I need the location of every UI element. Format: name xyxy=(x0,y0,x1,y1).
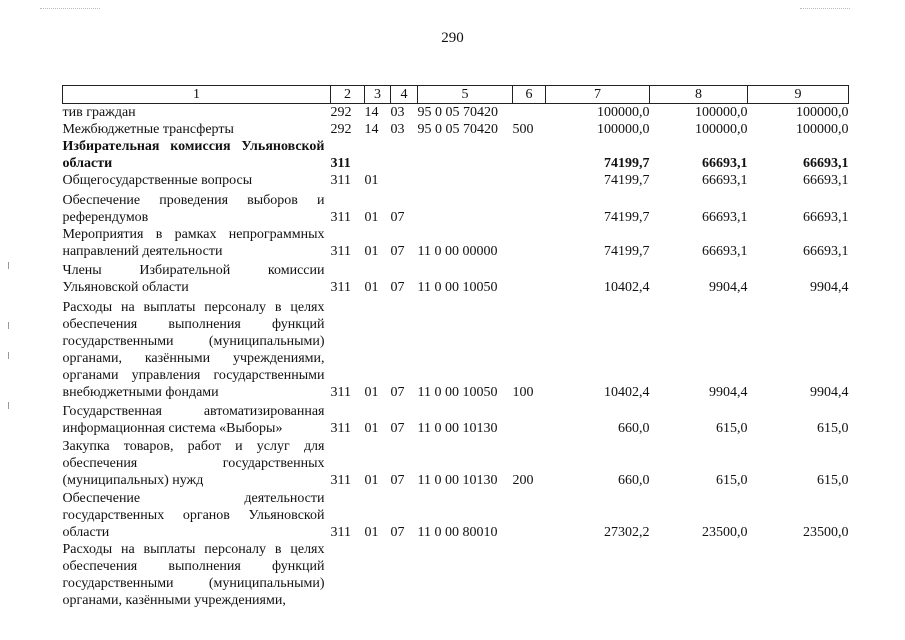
row-amount-year3: 9904,4 xyxy=(810,280,849,295)
row-section: 01 xyxy=(364,173,379,188)
row-section: 14 xyxy=(364,122,379,137)
row-subsection: 07 xyxy=(390,210,405,225)
row-name: тив граждан xyxy=(62,105,136,120)
row-amount-year2 xyxy=(650,541,748,609)
row-target-code: 11 0 00 10050 xyxy=(417,280,498,295)
row-section: 01 xyxy=(364,421,379,436)
row-name: Члены Избирательной комиссии Ульяновской области xyxy=(62,263,325,295)
row-amount-year1: 27302,2 xyxy=(604,525,650,540)
row-admin-code: 311 xyxy=(330,385,351,400)
top-edge-marks xyxy=(800,8,850,10)
row-subsection: 07 xyxy=(390,525,405,540)
row-target-code: 11 0 00 00000 xyxy=(417,244,498,259)
row-name: Мероприятия в рамках непрограммных направлений деятельности xyxy=(62,227,325,259)
table-row xyxy=(63,401,849,437)
row-subsection: 03 xyxy=(390,122,405,137)
table-row xyxy=(63,541,849,609)
row-section: 01 xyxy=(364,385,379,400)
row-amount-year1: 10402,4 xyxy=(604,385,650,400)
row-section: 01 xyxy=(364,525,379,540)
row-admin-code xyxy=(331,541,365,609)
budget-table xyxy=(62,85,849,609)
row-admin-code: 311 xyxy=(330,525,351,540)
row-expense-type xyxy=(513,172,546,189)
row-name: Общегосударственные вопросы xyxy=(62,173,253,188)
row-amount-year3: 66693,1 xyxy=(803,210,849,225)
row-expense-type xyxy=(513,226,546,260)
margin-mark xyxy=(8,262,9,269)
row-subsection xyxy=(391,172,418,189)
margin-mark xyxy=(8,402,9,409)
row-subsection: 07 xyxy=(390,473,405,488)
row-expense-type xyxy=(513,401,546,437)
row-amount-year3: 66693,1 xyxy=(803,244,849,259)
table-row xyxy=(63,437,849,489)
row-amount-year3: 615,0 xyxy=(817,421,849,436)
row-section: 01 xyxy=(364,244,379,259)
row-amount-year1 xyxy=(546,541,650,609)
row-admin-code: 292 xyxy=(330,122,352,137)
row-target-code: 95 0 05 70420 xyxy=(417,105,498,120)
row-name: Обеспечение деятельности государственных органов Ульяновской области xyxy=(62,491,325,540)
col-header-target: 5 xyxy=(418,86,513,104)
table-body xyxy=(63,104,849,610)
row-section: 01 xyxy=(364,473,379,488)
row-amount-year3: 23500,0 xyxy=(803,525,849,540)
table-row xyxy=(63,138,849,172)
row-amount-year1: 660,0 xyxy=(618,421,650,436)
row-amount-year2: 100000,0 xyxy=(695,105,748,120)
row-name: Государственная автоматизированная информационная система «Выборы» xyxy=(62,404,325,436)
row-amount-year1: 74199,7 xyxy=(604,210,650,225)
row-name: Межбюджетные трансферты xyxy=(62,122,234,137)
row-section: 14 xyxy=(364,105,379,120)
col-header-year2: 8 xyxy=(650,86,748,104)
row-amount-year3: 66693,1 xyxy=(803,156,849,171)
table-row xyxy=(63,121,849,138)
row-amount-year3: 9904,4 xyxy=(810,385,849,400)
row-amount-year2: 100000,0 xyxy=(695,122,748,137)
row-section: 01 xyxy=(364,210,379,225)
row-admin-code: 311 xyxy=(330,173,351,188)
top-edge-marks xyxy=(40,8,100,10)
row-subsection xyxy=(391,138,418,172)
row-amount-year3: 100000,0 xyxy=(796,122,849,137)
row-amount-year1: 74199,7 xyxy=(604,173,650,188)
row-subsection: 03 xyxy=(390,105,405,120)
row-section xyxy=(365,138,391,172)
margin-mark xyxy=(8,352,9,359)
table-row xyxy=(63,104,849,122)
row-target-code: 11 0 00 10130 xyxy=(417,421,498,436)
col-header-subsection: 4 xyxy=(391,86,418,104)
col-header-expense-type: 6 xyxy=(513,86,546,104)
row-amount-year2: 66693,1 xyxy=(702,156,748,171)
row-name: Закупка товаров, работ и услуг для обеспечения государственных (муниципальных) нужд xyxy=(62,439,325,488)
row-section xyxy=(365,541,391,609)
table-row xyxy=(63,260,849,296)
row-target-code xyxy=(418,138,513,172)
row-amount-year1: 10402,4 xyxy=(604,280,650,295)
col-header-year1: 7 xyxy=(546,86,650,104)
margin-mark xyxy=(8,322,9,329)
row-target-code: 11 0 00 80010 xyxy=(417,525,498,540)
row-amount-year3: 100000,0 xyxy=(796,105,849,120)
row-name: Расходы на выплаты персоналу в целях обеспечения выполнения функций государственными (муниципальными) органами, казёнными учреждениями, xyxy=(62,542,325,608)
row-admin-code: 311 xyxy=(330,156,351,171)
row-admin-code: 292 xyxy=(330,105,352,120)
row-subsection xyxy=(391,541,418,609)
row-amount-year2: 615,0 xyxy=(716,421,748,436)
row-expense-type: 200 xyxy=(512,473,534,488)
row-expense-type: 500 xyxy=(512,122,534,137)
row-expense-type xyxy=(513,189,546,226)
row-target-code xyxy=(418,189,513,226)
table-row xyxy=(63,189,849,226)
row-amount-year2: 66693,1 xyxy=(702,244,748,259)
row-amount-year1: 100000,0 xyxy=(597,105,650,120)
col-header-year3: 9 xyxy=(748,86,849,104)
row-amount-year1: 660,0 xyxy=(618,473,650,488)
row-amount-year2: 66693,1 xyxy=(702,210,748,225)
row-admin-code: 311 xyxy=(330,280,351,295)
col-header-section: 3 xyxy=(365,86,391,104)
row-amount-year2: 66693,1 xyxy=(702,173,748,188)
row-subsection: 07 xyxy=(390,421,405,436)
row-target-code: 95 0 05 70420 xyxy=(417,122,498,137)
row-expense-type xyxy=(513,260,546,296)
row-amount-year2: 23500,0 xyxy=(702,525,748,540)
row-amount-year1: 74199,7 xyxy=(604,244,650,259)
row-admin-code: 311 xyxy=(330,421,351,436)
table-row xyxy=(63,172,849,189)
row-target-code: 11 0 00 10130 xyxy=(417,473,498,488)
row-expense-type xyxy=(513,104,546,122)
row-name: Расходы на выплаты персоналу в целях обеспечения выполнения функций государственными (муниципальными) органами, казёнными учреждениями, органами управления государственными внебюджетными фондами xyxy=(62,300,325,400)
row-subsection: 07 xyxy=(390,244,405,259)
row-amount-year2: 615,0 xyxy=(716,473,748,488)
page-number: 290 xyxy=(441,30,464,46)
row-amount-year2: 9904,4 xyxy=(709,280,748,295)
row-amount-year3: 66693,1 xyxy=(803,173,849,188)
row-name: Избирательная комиссия Ульяновской области xyxy=(62,139,325,171)
row-subsection: 07 xyxy=(390,385,405,400)
row-name: Обеспечение проведения выборов и референдумов xyxy=(62,193,325,225)
row-admin-code: 311 xyxy=(330,473,351,488)
table-row xyxy=(63,226,849,260)
row-amount-year3 xyxy=(748,541,849,609)
row-amount-year3: 615,0 xyxy=(817,473,849,488)
row-subsection: 07 xyxy=(390,280,405,295)
row-amount-year1: 74199,7 xyxy=(604,156,650,171)
row-expense-type xyxy=(513,138,546,172)
table-row xyxy=(63,489,849,541)
col-header-admin: 2 xyxy=(331,86,365,104)
row-admin-code: 311 xyxy=(330,244,351,259)
row-target-code xyxy=(418,172,513,189)
row-amount-year1: 100000,0 xyxy=(597,122,650,137)
row-expense-type xyxy=(513,489,546,541)
row-expense-type xyxy=(513,541,546,609)
row-amount-year2: 9904,4 xyxy=(709,385,748,400)
table-header-row xyxy=(63,86,849,104)
row-section: 01 xyxy=(364,280,379,295)
col-header-name: 1 xyxy=(63,86,331,104)
row-target-code: 11 0 00 10050 xyxy=(417,385,498,400)
row-admin-code: 311 xyxy=(330,210,351,225)
table-row xyxy=(63,296,849,401)
row-target-code xyxy=(418,541,513,609)
row-expense-type: 100 xyxy=(512,385,534,400)
